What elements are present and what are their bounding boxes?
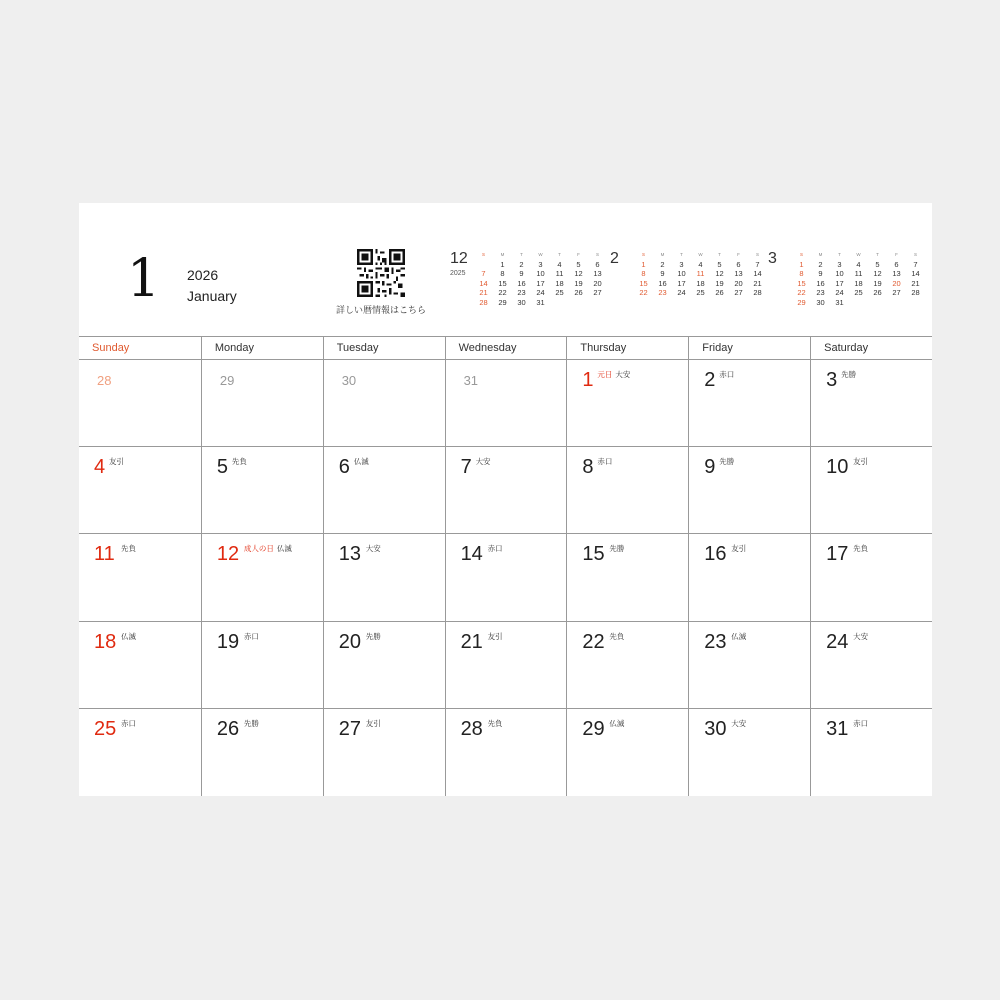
- mini-day: 16: [658, 278, 667, 288]
- mini-day: 20: [892, 278, 901, 288]
- day-cell[interactable]: [688, 447, 810, 534]
- mini-day: 30: [517, 297, 526, 307]
- year-label: 2026: [187, 267, 219, 283]
- calendar-sheet: [79, 203, 932, 796]
- mini-day: 16: [816, 278, 825, 288]
- rokuyo-label: 大安: [615, 370, 631, 379]
- day-note: [244, 718, 259, 729]
- mini-month-number: 12: [450, 250, 468, 267]
- mini-day: 20: [734, 278, 743, 288]
- day-note: [609, 543, 624, 554]
- day-note: [731, 631, 746, 642]
- day-number: 28: [460, 717, 483, 740]
- day-note: [488, 631, 503, 642]
- month-grid: [79, 360, 932, 796]
- rokuyo-label: 先勝: [365, 631, 381, 641]
- day-cell[interactable]: [810, 447, 932, 534]
- mini-day: 26: [715, 288, 724, 297]
- rokuyo-label: 友引: [109, 457, 124, 467]
- mini-day: 18: [696, 278, 705, 288]
- weekday-monday: Monday: [201, 337, 323, 359]
- day-note: [731, 543, 746, 554]
- day-note: [853, 718, 868, 729]
- day-cell[interactable]: [201, 709, 323, 796]
- mini-weekday-header: F: [737, 252, 740, 257]
- day-number: 13: [338, 543, 361, 566]
- day-cell[interactable]: [445, 447, 567, 534]
- mini-day: 18: [854, 278, 863, 288]
- day-number: 5: [216, 456, 228, 479]
- day-number: 14: [460, 543, 483, 566]
- day-note: [354, 456, 369, 467]
- mini-weekday-header: M: [500, 252, 505, 257]
- day-number: 21: [460, 630, 483, 653]
- rokuyo-label: 仏滅: [731, 631, 747, 641]
- mini-day: 14: [911, 269, 920, 278]
- mini-day: 13: [892, 269, 901, 278]
- mini-weekday-header: T: [520, 252, 523, 257]
- mini-day: 17: [677, 278, 686, 288]
- mini-day: 8: [799, 269, 804, 278]
- holiday-label: 元日: [597, 370, 613, 379]
- day-number: 19: [216, 630, 240, 653]
- day-note: [244, 543, 292, 554]
- mini-day: 22: [498, 288, 507, 297]
- mini-month-number: 2: [610, 250, 619, 267]
- day-cell[interactable]: [323, 622, 445, 709]
- day-note: [244, 631, 259, 642]
- mini-grid: [634, 250, 767, 298]
- day-number: 24: [826, 630, 849, 653]
- mini-day: 6: [736, 259, 741, 269]
- day-cell[interactable]: [688, 360, 810, 447]
- weekday-header: [79, 336, 932, 360]
- mini-day: [906, 298, 925, 308]
- day-cell[interactable]: [688, 709, 810, 796]
- mini-weekday-header: M: [818, 252, 823, 257]
- mini-day: 14: [753, 269, 762, 278]
- mini-day: 5: [576, 259, 581, 269]
- rokuyo-label: 友引: [731, 544, 747, 554]
- mini-weekday-header: S: [481, 252, 485, 257]
- mini-day: 13: [593, 269, 602, 278]
- mini-day: 22: [797, 288, 806, 297]
- weekday-friday: Friday: [688, 337, 810, 359]
- day-note: [121, 543, 136, 554]
- weekday-tuesday: Tuesday: [323, 337, 445, 359]
- rokuyo-label: 大安: [853, 631, 869, 641]
- mini-day: 5: [717, 259, 722, 269]
- mini-day: 12: [873, 269, 882, 278]
- mini-day: 16: [517, 278, 526, 288]
- day-number: 29: [582, 717, 605, 740]
- mini-day: [588, 298, 607, 308]
- day-note: [488, 543, 503, 554]
- mini-day: 3: [538, 259, 543, 269]
- day-number: 8: [582, 456, 594, 479]
- day-note: [719, 456, 734, 467]
- rokuyo-label: 大安: [475, 457, 491, 467]
- month-number: 1: [127, 249, 161, 309]
- mini-day: 20: [593, 278, 602, 288]
- mini-day: 7: [481, 269, 486, 278]
- holiday-label: 成人の日: [243, 544, 274, 554]
- mini-day: 19: [574, 278, 583, 288]
- mini-day: 27: [734, 288, 743, 297]
- rokuyo-label: 友引: [853, 457, 869, 467]
- mini-weekday-header: S: [799, 252, 803, 257]
- mini-weekday-header: T: [558, 252, 561, 257]
- day-note: [488, 718, 503, 729]
- mini-day: 8: [500, 269, 505, 278]
- mini-weekday-header: F: [577, 252, 580, 257]
- day-cell[interactable]: [566, 360, 688, 447]
- rokuyo-label: 先負: [609, 631, 625, 641]
- mini-day: 21: [911, 278, 920, 288]
- mini-day: 28: [753, 288, 762, 297]
- mini-weekday-header: M: [660, 252, 665, 257]
- mini-day: 29: [498, 297, 507, 307]
- mini-day: 8: [641, 269, 646, 278]
- mini-day: 15: [797, 278, 806, 288]
- day-note: [853, 456, 868, 467]
- day-note: [476, 456, 491, 467]
- day-number: 29: [219, 373, 235, 388]
- day-number: 4: [94, 456, 106, 479]
- weekday-saturday: Saturday: [810, 337, 932, 359]
- day-number: 30: [341, 373, 357, 388]
- rokuyo-label: 大安: [731, 718, 747, 728]
- day-cell[interactable]: [445, 709, 567, 796]
- day-cell[interactable]: [323, 534, 445, 621]
- mini-weekday-header: S: [755, 252, 759, 257]
- rokuyo-label: 先負: [121, 544, 136, 554]
- day-note: [841, 369, 856, 380]
- day-number: 2: [704, 369, 716, 391]
- mini-day: 24: [536, 288, 545, 297]
- day-number: 30: [704, 717, 727, 740]
- rokuyo-label: 仏滅: [276, 544, 292, 554]
- rokuyo-label: 仏滅: [353, 457, 369, 467]
- day-note: [232, 456, 247, 467]
- day-cell[interactable]: [445, 360, 567, 447]
- day-note: [121, 718, 136, 729]
- mini-day: 24: [835, 288, 844, 297]
- mini-day: 10: [835, 269, 844, 278]
- day-number: 15: [582, 543, 605, 566]
- mini-day: 21: [753, 278, 762, 288]
- mini-day: 23: [517, 288, 526, 297]
- rokuyo-label: 友引: [365, 718, 381, 728]
- mini-weekday-header: S: [641, 252, 645, 257]
- weekday-thursday: Thursday: [566, 337, 688, 359]
- mini-day: 25: [696, 288, 705, 297]
- day-note: [609, 631, 624, 642]
- day-note: [109, 456, 124, 467]
- mini-weekday-header: S: [595, 252, 599, 257]
- mini-day: 31: [835, 297, 844, 307]
- mini-day: 2: [660, 259, 665, 269]
- day-number: 1: [582, 369, 594, 391]
- rokuyo-label: 先勝: [841, 370, 857, 379]
- mini-day: 7: [913, 259, 918, 269]
- day-note: [366, 631, 381, 642]
- day-cell[interactable]: [566, 709, 688, 796]
- mini-day: 3: [837, 259, 842, 269]
- day-number: 18: [94, 630, 117, 653]
- day-cell[interactable]: [323, 709, 445, 796]
- mini-weekday-header: F: [895, 252, 898, 257]
- day-number: 31: [463, 373, 479, 388]
- mini-day: 13: [734, 269, 743, 278]
- day-cell[interactable]: [566, 447, 688, 534]
- mini-day: 28: [911, 288, 920, 297]
- day-note: [853, 631, 868, 642]
- mini-day: 2: [818, 259, 823, 269]
- mini-day: 9: [660, 269, 665, 278]
- mini-weekday-header: T: [876, 252, 879, 257]
- mini-day: 4: [698, 259, 703, 269]
- day-cell[interactable]: [201, 360, 323, 447]
- mini-day: [868, 298, 887, 308]
- rokuyo-label: 先負: [487, 718, 503, 728]
- day-cell[interactable]: [810, 622, 932, 709]
- mini-day: 15: [498, 278, 507, 288]
- mini-day: 12: [715, 269, 724, 278]
- rokuyo-label: 先勝: [609, 544, 625, 554]
- mini-day: 12: [574, 269, 583, 278]
- mini-day: 26: [574, 288, 583, 297]
- mini-day: 2: [519, 259, 524, 269]
- day-number: 9: [704, 456, 716, 479]
- rokuyo-label: 赤口: [597, 457, 613, 467]
- mini-weekday-header: S: [913, 252, 917, 257]
- mini-day: 25: [854, 288, 863, 297]
- rokuyo-label: 仏滅: [121, 631, 136, 641]
- mini-day: [550, 298, 569, 308]
- mini-day: 11: [854, 269, 863, 278]
- mini-weekday-header: T: [838, 252, 841, 257]
- rokuyo-label: 赤口: [719, 370, 735, 379]
- rokuyo-label: 先勝: [719, 457, 735, 467]
- mini-day: 10: [536, 269, 545, 278]
- mini-day: 14: [479, 278, 488, 288]
- day-number: 22: [582, 630, 605, 653]
- mini-weekday-header: W: [856, 252, 861, 257]
- rokuyo-label: 先負: [853, 544, 869, 554]
- day-number: 16: [704, 543, 727, 566]
- rokuyo-label: 大安: [365, 544, 381, 554]
- mini-day: 23: [816, 288, 825, 297]
- day-note: [597, 369, 630, 380]
- day-note: [719, 369, 734, 380]
- day-cell[interactable]: [445, 622, 567, 709]
- rokuyo-label: 赤口: [853, 718, 869, 728]
- rokuyo-label: 友引: [487, 631, 503, 641]
- mini-grid: [474, 250, 607, 307]
- day-number: 27: [338, 717, 361, 740]
- mini-day: 5: [875, 259, 880, 269]
- weekday-sunday: Sunday: [92, 342, 130, 354]
- day-number: 10: [826, 456, 849, 479]
- rokuyo-label: 仏滅: [609, 718, 625, 728]
- day-number: 28: [97, 373, 112, 388]
- day-cell[interactable]: [445, 534, 567, 621]
- mini-day: 10: [677, 269, 686, 278]
- mini-day: 22: [639, 288, 648, 297]
- day-number: 11: [94, 543, 115, 566]
- day-cell[interactable]: [323, 360, 445, 447]
- mini-weekday-header: W: [698, 252, 703, 257]
- mini-day: 25: [555, 288, 564, 297]
- day-cell[interactable]: [323, 447, 445, 534]
- mini-day: 3: [679, 259, 684, 269]
- mini-weekday-header: T: [718, 252, 721, 257]
- day-cell[interactable]: [810, 534, 932, 621]
- day-cell[interactable]: [688, 622, 810, 709]
- month-name: January: [187, 288, 237, 304]
- mini-day: 9: [519, 269, 524, 278]
- day-cell[interactable]: [201, 447, 323, 534]
- mini-day: 29: [797, 297, 806, 307]
- mini-day: 7: [755, 259, 760, 269]
- mini-day: 30: [816, 297, 825, 307]
- mini-day: 19: [715, 278, 724, 288]
- mini-day: 26: [873, 288, 882, 297]
- mini-day: [887, 298, 906, 308]
- mini-day: 9: [818, 269, 823, 278]
- day-number: 6: [338, 456, 350, 479]
- day-note: [853, 543, 868, 554]
- day-note: [366, 543, 381, 554]
- rokuyo-label: 先勝: [243, 718, 259, 728]
- rokuyo-label: 先負: [231, 457, 247, 467]
- day-cell[interactable]: [201, 534, 323, 621]
- mini-day: 4: [856, 259, 861, 269]
- day-cell[interactable]: [201, 622, 323, 709]
- mini-day: [849, 298, 868, 308]
- mini-day: 21: [479, 288, 488, 297]
- mini-day: 27: [593, 288, 602, 297]
- mini-weekday-header: T: [680, 252, 683, 257]
- mini-day: 6: [894, 259, 899, 269]
- day-cell[interactable]: [79, 360, 201, 447]
- mini-day: 24: [677, 288, 686, 297]
- day-cell[interactable]: [688, 534, 810, 621]
- day-cell[interactable]: [566, 622, 688, 709]
- day-number: 17: [826, 543, 849, 566]
- day-cell[interactable]: [79, 447, 201, 534]
- mini-day: [569, 298, 588, 308]
- mini-day: 17: [835, 278, 844, 288]
- mini-day: 18: [555, 278, 564, 288]
- mini-month-year: 2025: [450, 270, 466, 277]
- day-number: 23: [704, 630, 727, 653]
- mini-weekday-header: W: [538, 252, 543, 257]
- mini-day: 19: [873, 278, 882, 288]
- mini-grid: [792, 250, 925, 307]
- rokuyo-label: 赤口: [121, 718, 136, 728]
- day-number: 20: [338, 630, 361, 653]
- weekday-wednesday: Wednesday: [445, 337, 567, 359]
- mini-month-number: 3: [768, 250, 777, 267]
- mini-day: 28: [479, 297, 488, 307]
- day-number: 12: [216, 543, 240, 566]
- day-note: [731, 718, 746, 729]
- mini-day: [474, 260, 493, 270]
- rokuyo-label: 赤口: [487, 544, 503, 554]
- day-number: 25: [94, 717, 117, 740]
- mini-day: 17: [536, 278, 545, 288]
- day-note: [597, 456, 612, 467]
- mini-day: 23: [658, 288, 667, 297]
- mini-day: 1: [799, 259, 804, 269]
- day-note: [121, 631, 136, 642]
- day-cell[interactable]: [566, 534, 688, 621]
- mini-day: 11: [696, 269, 705, 278]
- mini-day: 15: [639, 278, 648, 288]
- day-cell[interactable]: [79, 709, 201, 796]
- mini-day: 4: [557, 259, 562, 269]
- day-note: [366, 718, 381, 729]
- mini-day: 31: [536, 297, 545, 307]
- qr-code-icon[interactable]: [357, 249, 405, 297]
- mini-day: 11: [555, 269, 564, 278]
- day-cell[interactable]: [810, 360, 932, 447]
- mini-day: 27: [892, 288, 901, 297]
- mini-day: 1: [641, 259, 646, 269]
- day-number: 31: [826, 717, 849, 740]
- day-cell[interactable]: [79, 622, 201, 709]
- qr-caption: 詳しい暦情報はこちら: [335, 305, 426, 315]
- day-note: [609, 718, 624, 729]
- day-cell[interactable]: [810, 709, 932, 796]
- day-number: 7: [460, 456, 472, 479]
- day-cell[interactable]: [79, 534, 201, 621]
- day-number: 3: [826, 369, 838, 391]
- mini-day: 1: [500, 259, 505, 269]
- day-number: 26: [216, 717, 240, 740]
- mini-day: 6: [595, 259, 600, 269]
- rokuyo-label: 赤口: [243, 631, 259, 641]
